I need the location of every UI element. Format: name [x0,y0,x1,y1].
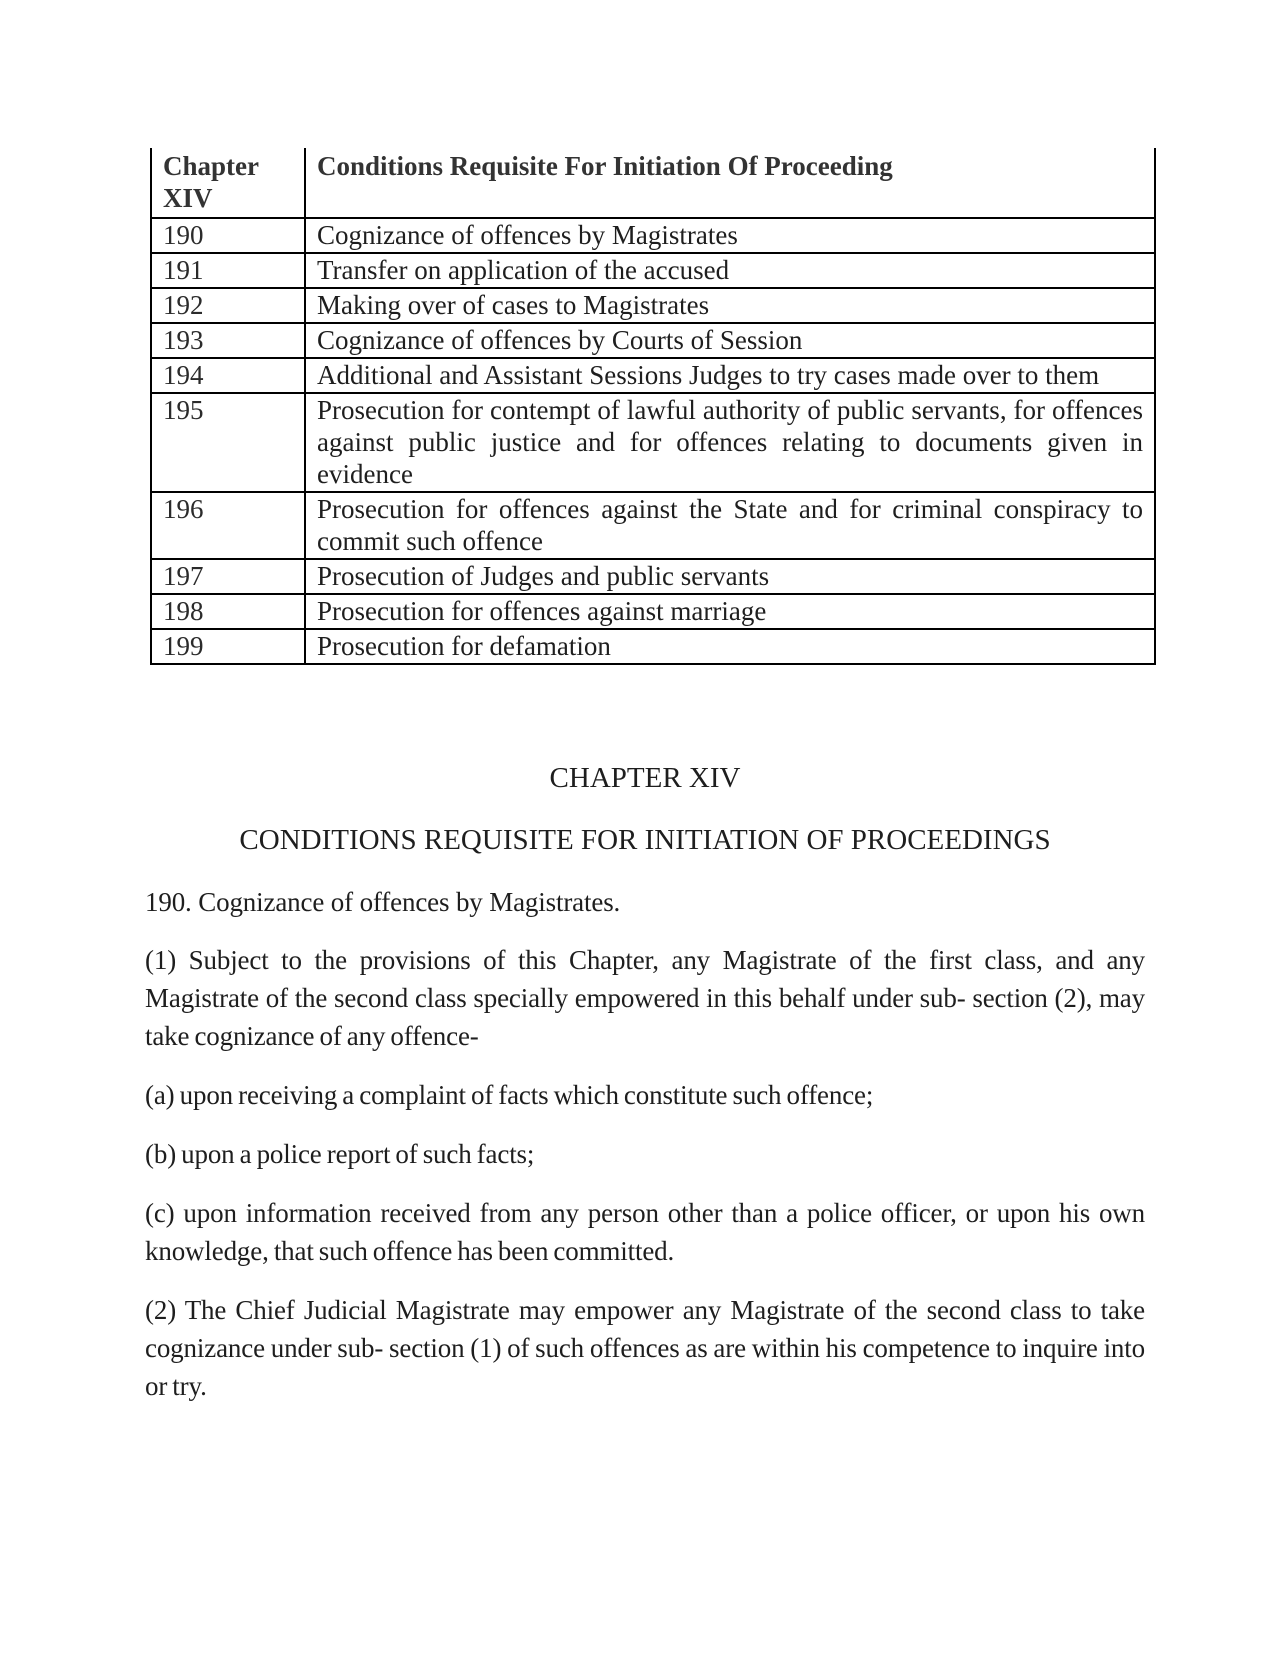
table-row [151,559,1155,594]
row-section-number: 192 [151,288,305,323]
row-description: Prosecution of Judges and public servants [305,559,1155,594]
table-body [151,218,1155,664]
chapter-subheading: CONDITIONS REQUISITE FOR INITIATION OF PROCEEDINGS [239,824,1051,856]
row-description: Additional and Assistant Sessions Judges to try cases made over to them [305,358,1155,393]
section-heading: 190. Cognizance of offences by Magistrates. [145,887,621,917]
row-description: Cognizance of offences by Magistrates [305,218,1155,253]
paragraph-clause-b: (b) upon a police report of such facts; [145,1139,535,1169]
table-row [151,393,1155,492]
row-section-number: 195 [151,393,305,492]
row-section-number: 197 [151,559,305,594]
row-description: Prosecution for offences against marriage [305,594,1155,629]
row-description: Prosecution for contempt of lawful authority of public servants, for offences against public justice and for offences relating to documents given in evidence [305,393,1155,492]
paragraph-clause-a: (a) upon receiving a complaint of facts which constitute such offence; [145,1080,874,1110]
row-description: Prosecution for defamation [305,629,1155,664]
chapter-body [145,759,1145,1405]
row-description: Transfer on application of the accused [305,253,1155,288]
table-header-chapter: Chapter XIV [151,148,305,218]
table-row [151,492,1155,559]
table-row [151,594,1155,629]
row-section-number: 199 [151,629,305,664]
table-row [151,358,1155,393]
table-row [151,288,1155,323]
paragraph-sub-section-1: (1) Subject to the provisions of this Chapter, any Magistrate of the first class, and any Magistrate of the second class specially empowered in this behalf under sub- section (2), may take cognizance of any offence- [145,945,1145,1051]
table-header-conditions: Conditions Requisite For Initiation Of Proceeding [305,148,1155,218]
row-description: Prosecution for offences against the State and for criminal conspiracy to commit such offence [305,492,1155,559]
row-section-number: 194 [151,358,305,393]
table-header-row [151,148,1155,218]
table-row [151,253,1155,288]
table-row [151,629,1155,664]
row-section-number: 191 [151,253,305,288]
chapter-contents-table [150,148,1156,665]
paragraph-sub-section-2: (2) The Chief Judicial Magistrate may empower any Magistrate of the second class to take cognizance under sub- section (1) of such offences as are within his competence to inquire into or try. [145,1295,1145,1401]
row-section-number: 198 [151,594,305,629]
table-row [151,323,1155,358]
row-section-number: 193 [151,323,305,358]
chapter-heading: CHAPTER XIV [549,762,741,794]
row-section-number: 196 [151,492,305,559]
paragraph-clause-c: (c) upon information received from any person other than a police officer, or upon his own knowledge, that such offence has been committed. [145,1198,1145,1266]
row-section-number: 190 [151,218,305,253]
table-row [151,218,1155,253]
row-description: Cognizance of offences by Courts of Session [305,323,1155,358]
row-description: Making over of cases to Magistrates [305,288,1155,323]
